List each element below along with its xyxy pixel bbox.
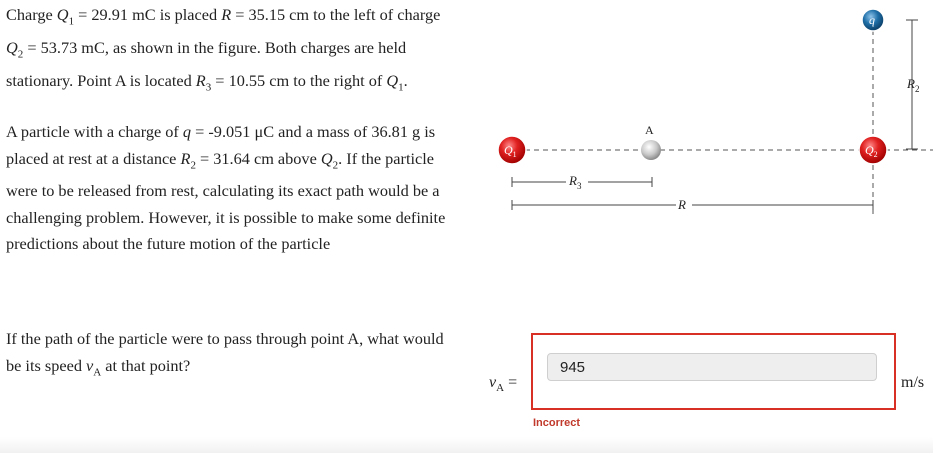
- problem-paragraph-2: A particle with a charge of q = -9.051 μC and a mass of 36.81 g is placed at rest at a distance $R_2 = 31.64$ cm above $Q_2$. If the particle were to be released from rest, calculating its exact path would be a challenging problem. However, it is possible to make some definite predictions about the future motion of the particle: [6, 122, 446, 254]
- answer-label: $v_A$ =: [489, 374, 518, 395]
- question-text: If the path of the particle were to pass through point A, what would be its speed $v_A$ at that point?: [6, 329, 444, 378]
- answer-unit: m/s: [901, 374, 925, 391]
- r-label: R: [678, 197, 686, 212]
- answer-status: Incorrect: [533, 417, 581, 429]
- charge-q1-label: $Q_1$: [504, 143, 517, 159]
- bottom-divider: [0, 437, 933, 453]
- answer-row: [487, 333, 933, 413]
- point-a-marker: [641, 140, 661, 160]
- charge-q2-label: $Q_2$: [865, 143, 878, 159]
- particle-q-label: q: [869, 13, 875, 27]
- charge-figure: [480, 0, 933, 230]
- r3-label: $R_3$: [569, 173, 582, 191]
- point-a-label: A: [645, 123, 654, 137]
- answer-input[interactable]: 945: [547, 353, 877, 381]
- r2-label: $R_2$: [907, 76, 920, 94]
- answer-box: [531, 333, 896, 410]
- problem-paragraph-1: Charge $Q_1 = 29.91$ mC is placed R = 35.15 cm to the left of charge $Q_2 = 53.73$ mC, as shown in the figure. Both charges are held stationary. Point A is located $R_3 = 10.55$ cm to the right of $Q_1$.: [6, 5, 441, 93]
